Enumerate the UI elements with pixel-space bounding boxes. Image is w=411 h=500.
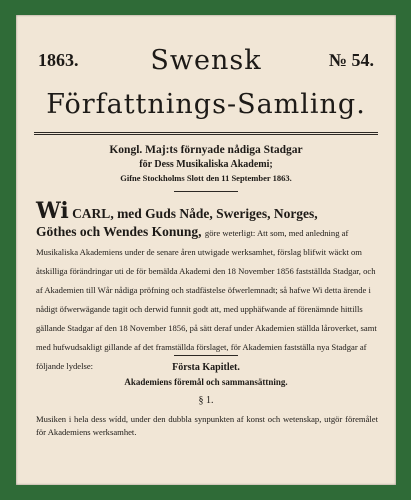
intro-bold-1: CARL, med Guds Nåde, Sweriges, Norges, [72, 206, 318, 221]
intro-text: göre weterligt: Att som, med anledning af Musikaliska Akademiens under de senare åren utwigade werksamhet, förslag blifwit wäckt om åtskilliga förändringar uti de för bemälda Akademi den 18 November 1856 fastställda Stadgar, och af Akademien till Wår nådiga pröfning och stadfästelse öfwerlemnadt; så hafwe Wi detta ärende i nådigt öfwerwägande tagit och derwid funnit godt att, med upphäfwande af förenämnde hittills gällande Stadgar af den 18 November 1856, på sätt deraf under Akademien ställda låroverket, samt med hufwudsakligt gillande af det framställda förslaget, för Akademien fastställa nya Stadgar af följande lydelse: [36, 228, 377, 371]
heading-line-2: för Dess Musikaliska Akademi; [139, 159, 273, 170]
section-number: § 1. [198, 395, 214, 406]
masthead [16, 45, 396, 79]
section-1-text: Musiken i hela dess wídd, under den dubbla synpunkten af konst och wetenskap, utgör föremålet för Akademiens werksamhet. [36, 414, 378, 437]
chapter-title: Första Kapitlet. [172, 362, 240, 373]
title-line-1: Swensk [150, 45, 262, 76]
document-page [16, 15, 396, 485]
intro-bold-2: Göthes och Wendes Konung, [36, 224, 202, 239]
intro-paragraph [36, 198, 378, 375]
heading-line-1: Kongl. Maj:ts förnyade nådiga Stadgar [109, 144, 303, 156]
masthead-rule [34, 132, 378, 135]
title-line-2: Författnings-Samling. [46, 89, 366, 120]
year: 1863. [38, 50, 79, 70]
chapter-subtitle: Akademiens föremål och sammansättning. [124, 377, 288, 387]
heading-line-3: Gifne Stockholms Slott den 11 September 1863. [120, 173, 292, 183]
chapter-rule [174, 355, 238, 356]
heading-rule [174, 191, 238, 192]
initial-letters: Wi [36, 198, 69, 224]
issue-number: № 54. [328, 50, 374, 70]
